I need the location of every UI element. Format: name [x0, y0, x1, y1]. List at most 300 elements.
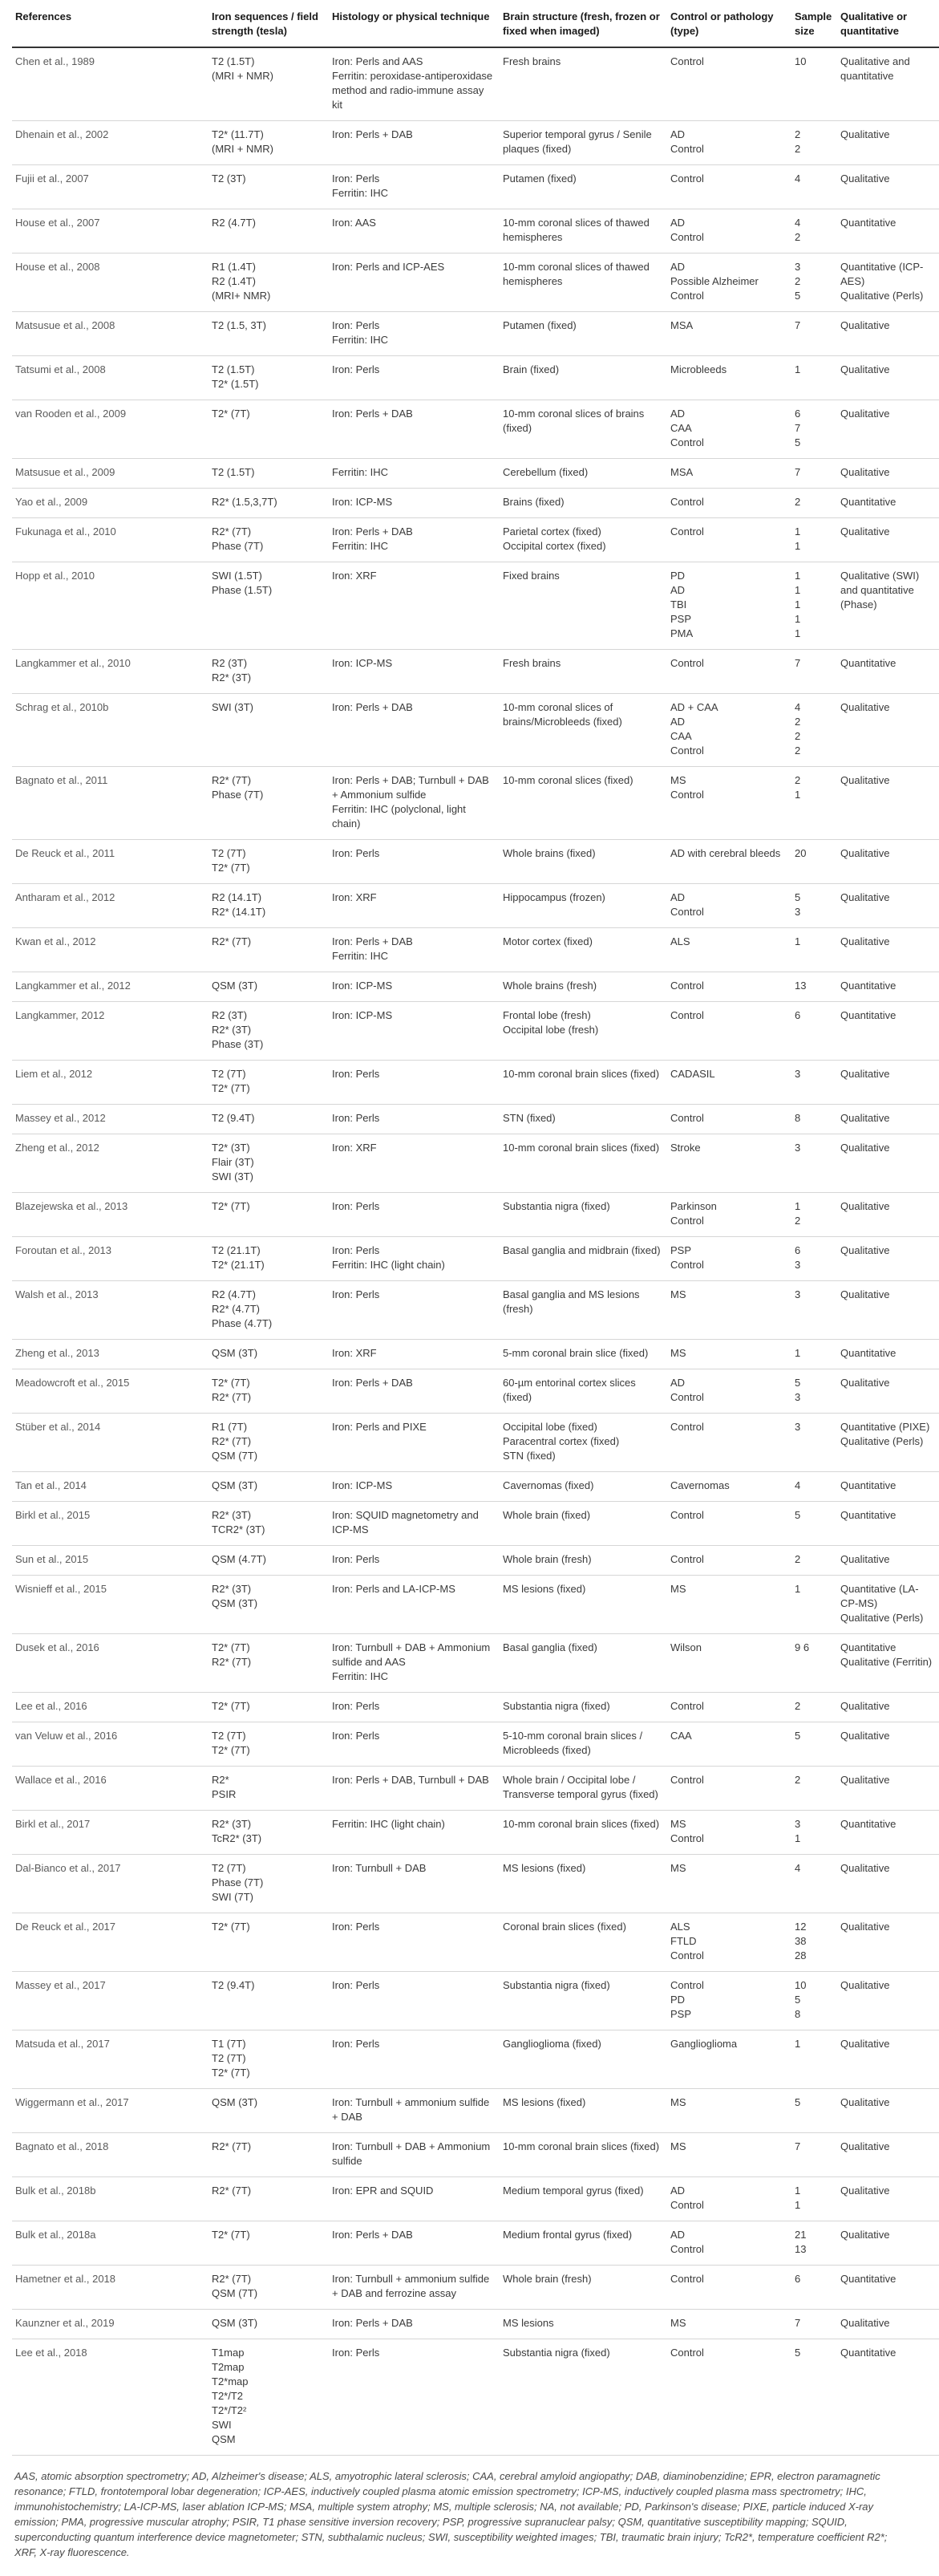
cell-brain-structure	[500, 165, 667, 209]
cell-iron-sequence-line: T2 (1.5T)	[212, 363, 255, 375]
cell-control-pathology-line: Control	[670, 1774, 704, 1786]
cell-control-pathology-line: AD with cerebral bleeds	[670, 847, 781, 859]
cell-brain-structure-line: Frontal lobe (fresh)	[503, 1009, 591, 1021]
cell-histology-line: Ferritin: IHC	[332, 466, 389, 478]
table-row	[12, 1913, 939, 1972]
cell-histology	[329, 650, 500, 694]
cell-iron-sequence-line: T2* (1.5T)	[212, 378, 259, 390]
cell-histology	[329, 1369, 500, 1414]
cell-control-pathology	[667, 2030, 791, 2089]
cell-iron-sequence-line: T2 (1.5T)	[212, 55, 255, 67]
cell-brain-structure-line: Whole brain / Occipital lobe / Transverse temporal gyrus (fixed)	[503, 1774, 658, 1800]
cell-control-pathology-line: Control	[670, 1979, 704, 1991]
cell-control-pathology	[667, 209, 791, 254]
cell-control-pathology-line: MS	[670, 1347, 686, 1359]
cell-control-pathology	[667, 1913, 791, 1972]
cell-control-pathology	[667, 2089, 791, 2133]
cell-iron-sequence	[208, 2030, 329, 2089]
cell-brain-structure	[500, 972, 667, 1002]
cell-qualitative-quantitative-line: Qualitative	[840, 128, 890, 140]
cell-control-pathology-line: Control	[670, 744, 704, 757]
cell-iron-sequence-line: T2* (7T)	[212, 862, 250, 874]
table-row	[12, 165, 939, 209]
cell-brain-structure-line: Basal ganglia and MS lesions (fresh)	[503, 1288, 643, 1315]
cell-brain-structure	[500, 356, 667, 400]
cell-control-pathology-line: FTLD	[670, 1935, 697, 1947]
cell-sample-size-line: 1	[795, 789, 801, 801]
cell-iron-sequence-line: (MRI + NMR)	[212, 143, 273, 155]
cell-histology-line: Ferritin: IHC	[332, 187, 389, 199]
table-row	[12, 694, 939, 767]
cell-iron-sequence-line: Flair (3T)	[212, 1156, 254, 1168]
cell-iron-sequence-line: R2* (7T)	[212, 1391, 252, 1403]
cell-qualitative-quantitative	[837, 2030, 939, 2089]
cell-sample-size	[791, 1414, 837, 1472]
cell-iron-sequence-line: T2 (7T)	[212, 1730, 246, 1742]
cell-sample-size-line: 5	[795, 2347, 801, 2359]
cell-sample-size	[791, 1634, 837, 1693]
cell-sample-size-line: 3	[795, 1818, 801, 1830]
cell-iron-sequence-line: R2* (3T)	[212, 1818, 252, 1830]
cell-brain-structure	[500, 2089, 667, 2133]
cell-control-pathology-line: MSA	[670, 466, 694, 478]
cell-control-pathology-line: AD	[670, 217, 686, 229]
cell-brain-structure-line: Whole brain (fixed)	[503, 1509, 591, 1521]
cell-brain-structure	[500, 562, 667, 650]
cell-iron-sequence-line: Phase (4.7T)	[212, 1317, 273, 1329]
cell-reference: Birkl et al., 2015	[12, 1502, 208, 1546]
cell-iron-sequence-line: R2* (3T)	[212, 1583, 252, 1595]
table-row	[12, 1281, 939, 1340]
cell-sample-size-line: 10	[795, 1979, 807, 1991]
cell-brain-structure	[500, 489, 667, 518]
cell-reference: Chen et al., 1989	[12, 47, 208, 121]
cell-brain-structure	[500, 840, 667, 884]
cell-histology-line: Ferritin: peroxidase-antiperoxidase method and radio-immune assay kit	[332, 70, 496, 111]
cell-qualitative-quantitative	[837, 884, 939, 928]
cell-iron-sequence	[208, 459, 329, 489]
cell-histology-line: Iron: Perls	[332, 1979, 380, 1991]
cell-control-pathology-line: Control	[670, 1553, 704, 1565]
cell-sample-size	[791, 165, 837, 209]
cell-histology-line: Iron: Perls	[332, 2347, 380, 2359]
cell-sample-size-line: 12	[795, 1921, 807, 1933]
cell-reference: Dal-Bianco et al., 2017	[12, 1855, 208, 1913]
cell-qualitative-quantitative	[837, 1414, 939, 1472]
cell-histology	[329, 884, 500, 928]
cell-control-pathology	[667, 562, 791, 650]
cell-histology	[329, 1237, 500, 1281]
cell-iron-sequence-line: Phase (7T)	[212, 789, 264, 801]
cell-control-pathology	[667, 400, 791, 459]
cell-sample-size-line: 7	[795, 2317, 801, 2329]
cell-sample-size	[791, 1502, 837, 1546]
cell-qualitative-quantitative	[837, 459, 939, 489]
cell-qualitative-quantitative	[837, 1193, 939, 1237]
cell-iron-sequence-line: QSM (3T)	[212, 1479, 258, 1491]
cell-brain-structure-line: 10-mm coronal slices of thawed hemispheres	[503, 217, 653, 243]
table-row	[12, 2177, 939, 2221]
cell-iron-sequence	[208, 2339, 329, 2456]
cell-qualitative-quantitative-line: Qualitative	[840, 2038, 890, 2050]
table-row	[12, 312, 939, 356]
cell-qualitative-quantitative-line: Quantitative (ICP-AES)	[840, 261, 924, 287]
cell-histology-line: Iron: Perls + DAB	[332, 408, 413, 420]
header-sample-size: Sample size	[791, 0, 837, 47]
cell-control-pathology-line: MS	[670, 2140, 686, 2152]
cell-sample-size	[791, 694, 837, 767]
cell-brain-structure	[500, 1369, 667, 1414]
cell-histology-line: Iron: Perls	[332, 1288, 380, 1300]
cell-sample-size	[791, 1237, 837, 1281]
cell-iron-sequence-line: (MRI+ NMR)	[212, 290, 271, 302]
table-row	[12, 884, 939, 928]
cell-brain-structure-line: Substantia nigra (fixed)	[503, 1979, 610, 1991]
cell-control-pathology	[667, 1281, 791, 1340]
cell-sample-size-line: 1	[795, 627, 801, 639]
cell-histology	[329, 254, 500, 312]
cell-iron-sequence-line: T2 (1.5T)	[212, 466, 255, 478]
cell-sample-size	[791, 2339, 837, 2456]
cell-control-pathology-line: Control	[670, 1391, 704, 1403]
cell-histology-line: Iron: ICP-MS	[332, 1009, 393, 1021]
cell-sample-size	[791, 1855, 837, 1913]
cell-qualitative-quantitative-line: Qualitative	[840, 1377, 890, 1389]
cell-iron-sequence-line: R2* (4.7T)	[212, 1303, 260, 1315]
cell-brain-structure-line: Motor cortex (fixed)	[503, 935, 593, 947]
cell-iron-sequence	[208, 2266, 329, 2310]
cell-brain-structure-line: Medium temporal gyrus (fixed)	[503, 2185, 644, 2197]
table-row	[12, 840, 939, 884]
cell-iron-sequence-line: Phase (3T)	[212, 1038, 264, 1050]
cell-control-pathology-line: PD	[670, 570, 686, 582]
cell-control-pathology-line: AD	[670, 261, 686, 273]
cell-histology	[329, 1972, 500, 2030]
cell-control-pathology	[667, 1061, 791, 1105]
cell-sample-size	[791, 1767, 837, 1811]
cell-sample-size-line: 1	[795, 1347, 801, 1359]
cell-control-pathology-line: PSP	[670, 2008, 692, 2020]
cell-qualitative-quantitative-line: Qualitative	[840, 1112, 890, 1124]
cell-qualitative-quantitative-line: Qualitative	[840, 525, 890, 538]
cell-sample-size-line: 5	[795, 2096, 801, 2108]
cell-iron-sequence-line: R2 (4.7T)	[212, 1288, 256, 1300]
cell-sample-size	[791, 1369, 837, 1414]
cell-qualitative-quantitative	[837, 312, 939, 356]
cell-iron-sequence	[208, 840, 329, 884]
cell-control-pathology-line: MS	[670, 1288, 686, 1300]
cell-control-pathology	[667, 165, 791, 209]
cell-histology	[329, 1472, 500, 1502]
cell-brain-structure-line: Hippocampus (frozen)	[503, 891, 605, 903]
cell-qualitative-quantitative	[837, 1913, 939, 1972]
cell-iron-sequence-line: T2* (7T)	[212, 1377, 250, 1389]
cell-brain-structure	[500, 1767, 667, 1811]
cell-histology-line: Iron: Turnbull + DAB + Ammonium sulfide and AAS	[332, 1641, 493, 1668]
cell-brain-structure-line: Putamen (fixed)	[503, 172, 577, 185]
cell-reference: Bulk et al., 2018b	[12, 2177, 208, 2221]
cell-iron-sequence-line: QSM (4.7T)	[212, 1553, 266, 1565]
cell-iron-sequence-line: R2 (14.1T)	[212, 891, 262, 903]
cell-control-pathology-line: AD	[670, 2185, 686, 2197]
cell-qualitative-quantitative	[837, 518, 939, 562]
cell-qualitative-quantitative-line: Qualitative (Perls)	[840, 1612, 924, 1624]
cell-reference: De Reuck et al., 2011	[12, 840, 208, 884]
cell-control-pathology-line: AD	[670, 716, 686, 728]
cell-sample-size	[791, 1972, 837, 2030]
table-row	[12, 400, 939, 459]
cell-qualitative-quantitative-line: Quantitative	[840, 1641, 897, 1653]
cell-qualitative-quantitative-line: Quantitative	[840, 657, 897, 669]
cell-histology	[329, 2221, 500, 2266]
cell-sample-size-line: 2	[795, 1215, 801, 1227]
cell-control-pathology-line: AD	[670, 408, 686, 420]
cell-sample-size-line: 38	[795, 1935, 807, 1947]
cell-brain-structure	[500, 1105, 667, 1134]
cell-iron-sequence	[208, 2221, 329, 2266]
cell-control-pathology-line: Control	[670, 1700, 704, 1712]
cell-brain-structure	[500, 518, 667, 562]
cell-qualitative-quantitative	[837, 1105, 939, 1134]
cell-reference: Tan et al., 2014	[12, 1472, 208, 1502]
cell-histology	[329, 1134, 500, 1193]
cell-iron-sequence	[208, 1369, 329, 1414]
cell-iron-sequence	[208, 884, 329, 928]
cell-iron-sequence-line: R1 (1.4T)	[212, 261, 256, 273]
cell-qualitative-quantitative-line: Qualitative	[840, 1288, 890, 1300]
table-row	[12, 650, 939, 694]
cell-sample-size	[791, 650, 837, 694]
cell-control-pathology	[667, 1502, 791, 1546]
cell-histology-line: Iron: XRF	[332, 891, 377, 903]
cell-histology	[329, 1281, 500, 1340]
cell-control-pathology	[667, 1193, 791, 1237]
cell-sample-size-line: 2	[795, 128, 801, 140]
cell-sample-size-line: 7	[795, 466, 801, 478]
cell-histology	[329, 2133, 500, 2177]
table-row	[12, 2266, 939, 2310]
table-row	[12, 2339, 939, 2456]
cell-brain-structure	[500, 1061, 667, 1105]
cell-control-pathology	[667, 650, 791, 694]
cell-control-pathology	[667, 1576, 791, 1634]
cell-control-pathology	[667, 312, 791, 356]
cell-qualitative-quantitative	[837, 121, 939, 165]
cell-reference: Zheng et al., 2012	[12, 1134, 208, 1193]
cell-qualitative-quantitative	[837, 1767, 939, 1811]
cell-iron-sequence-line: T2* (7T)	[212, 2067, 250, 2079]
cell-brain-structure-line: 10-mm coronal brain slices (fixed)	[503, 2140, 660, 2152]
cell-iron-sequence-line: R2* (3T)	[212, 671, 252, 684]
table-row	[12, 1546, 939, 1576]
cell-brain-structure-line: MS lesions (fixed)	[503, 1862, 586, 1874]
cell-sample-size	[791, 254, 837, 312]
cell-iron-sequence	[208, 165, 329, 209]
cell-iron-sequence	[208, 1693, 329, 1722]
cell-iron-sequence-line: TCR2* (3T)	[212, 1523, 265, 1535]
cell-qualitative-quantitative	[837, 356, 939, 400]
cell-control-pathology-line: MSA	[670, 319, 694, 331]
cell-iron-sequence	[208, 2177, 329, 2221]
cell-reference: Dusek et al., 2016	[12, 1634, 208, 1693]
cell-sample-size-line: 1	[795, 525, 801, 538]
cell-brain-structure	[500, 1237, 667, 1281]
cell-qualitative-quantitative-line: Quantitative	[840, 980, 897, 992]
cell-histology-line: Iron: Perls + DAB	[332, 1377, 413, 1389]
cell-sample-size-line: 3	[795, 1259, 801, 1271]
cell-histology	[329, 2339, 500, 2456]
cell-control-pathology	[667, 1472, 791, 1502]
cell-sample-size-line: 2	[795, 231, 801, 243]
cell-sample-size-line: 6	[795, 1009, 801, 1021]
cell-reference: Wallace et al., 2016	[12, 1767, 208, 1811]
table-row	[12, 1767, 939, 1811]
cell-sample-size-line: 1	[795, 570, 801, 582]
cell-iron-sequence-line: R2 (3T)	[212, 657, 248, 669]
cell-iron-sequence	[208, 2089, 329, 2133]
cell-histology-line: Iron: EPR and SQUID	[332, 2185, 434, 2197]
cell-sample-size-line: 5	[795, 1377, 801, 1389]
table-row	[12, 518, 939, 562]
cell-reference: Massey et al., 2017	[12, 1972, 208, 2030]
cell-sample-size-line: 6	[795, 408, 801, 420]
cell-iron-sequence-line: T1 (7T)	[212, 2038, 246, 2050]
cell-sample-size	[791, 518, 837, 562]
cell-iron-sequence-line: R1 (7T)	[212, 1421, 248, 1433]
cell-sample-size-line: 1	[795, 1832, 801, 1844]
cell-sample-size-line: 1	[795, 2199, 801, 2211]
cell-control-pathology-line: Control	[670, 906, 704, 918]
cell-histology	[329, 1913, 500, 1972]
cell-histology-line: Iron: Perls + DAB	[332, 2317, 413, 2329]
cell-brain-structure-line: Basal ganglia and midbrain (fixed)	[503, 1244, 661, 1256]
cell-control-pathology-line: Control	[670, 172, 704, 185]
cell-brain-structure	[500, 209, 667, 254]
cell-sample-size-line: 5	[795, 436, 801, 448]
cell-qualitative-quantitative-line: Qualitative	[840, 1730, 890, 1742]
cell-iron-sequence-line: T2* (7T)	[212, 408, 250, 420]
cell-histology-line: Ferritin: IHC	[332, 334, 389, 346]
cell-qualitative-quantitative-line: Qualitative	[840, 1553, 890, 1565]
cell-qualitative-quantitative-line: Quantitative	[840, 1479, 897, 1491]
cell-iron-sequence-line: T2* (11.7T)	[212, 128, 264, 140]
cell-qualitative-quantitative-line: Qualitative	[840, 1200, 890, 1212]
cell-iron-sequence	[208, 400, 329, 459]
cell-sample-size-line: 3	[795, 1391, 801, 1403]
cell-brain-structure-line: Substantia nigra (fixed)	[503, 1200, 610, 1212]
table-row	[12, 1002, 939, 1061]
cell-control-pathology-line: Ganglioglioma	[670, 2038, 738, 2050]
cell-sample-size	[791, 121, 837, 165]
cell-histology-line: Iron: Perls	[332, 172, 380, 185]
cell-sample-size-line: 13	[795, 2243, 807, 2255]
cell-histology	[329, 209, 500, 254]
cell-sample-size-line: 3	[795, 1288, 801, 1300]
cell-sample-size-line: 6	[795, 2273, 801, 2285]
cell-iron-sequence	[208, 1193, 329, 1237]
cell-brain-structure-line: Ganglioglioma (fixed)	[503, 2038, 601, 2050]
cell-reference: Blazejewska et al., 2013	[12, 1193, 208, 1237]
cell-qualitative-quantitative-line: Qualitative	[840, 1244, 890, 1256]
cell-iron-sequence	[208, 1576, 329, 1634]
cell-histology	[329, 1340, 500, 1369]
cell-control-pathology-line: ALS	[670, 935, 690, 947]
cell-control-pathology-line: CAA	[670, 1730, 692, 1742]
cell-iron-sequence	[208, 767, 329, 840]
cell-iron-sequence-line: T2*map	[212, 2375, 249, 2387]
cell-sample-size-line: 8	[795, 2008, 801, 2020]
table-row	[12, 1193, 939, 1237]
cell-qualitative-quantitative-line: Qualitative	[840, 935, 890, 947]
cell-sample-size	[791, 1002, 837, 1061]
cell-brain-structure-line: Fresh brains	[503, 55, 561, 67]
cell-sample-size-line: 7	[795, 657, 801, 669]
cell-iron-sequence-line: SWI (1.5T)	[212, 570, 262, 582]
cell-histology-line: Iron: Turnbull + DAB	[332, 1862, 427, 1874]
cell-sample-size-line: 3	[795, 906, 801, 918]
cell-reference: Wisnieff et al., 2015	[12, 1576, 208, 1634]
cell-iron-sequence	[208, 1767, 329, 1811]
cell-sample-size-line: 21	[795, 2229, 807, 2241]
cell-histology	[329, 121, 500, 165]
cell-sample-size-line: 1	[795, 1200, 801, 1212]
cell-qualitative-quantitative	[837, 1002, 939, 1061]
cell-brain-structure	[500, 1576, 667, 1634]
cell-brain-structure	[500, 1193, 667, 1237]
cell-qualitative-quantitative	[837, 2266, 939, 2310]
cell-brain-structure-line: STN (fixed)	[503, 1450, 556, 1462]
cell-iron-sequence	[208, 1237, 329, 1281]
cell-sample-size-line: 5	[795, 1994, 801, 2006]
cell-reference: De Reuck et al., 2017	[12, 1913, 208, 1972]
cell-sample-size	[791, 1546, 837, 1576]
cell-histology-line: Iron: Perls + DAB, Turnbull + DAB	[332, 1774, 489, 1786]
cell-iron-sequence-line: QSM (3T)	[212, 1347, 258, 1359]
cell-sample-size	[791, 400, 837, 459]
table-row	[12, 2310, 939, 2339]
cell-histology	[329, 1693, 500, 1722]
cell-qualitative-quantitative-line: Quantitative	[840, 1818, 897, 1830]
cell-iron-sequence	[208, 1472, 329, 1502]
cell-control-pathology-line: Control	[670, 2347, 704, 2359]
table-row	[12, 972, 939, 1002]
cell-sample-size	[791, 1472, 837, 1502]
cell-qualitative-quantitative	[837, 650, 939, 694]
cell-control-pathology	[667, 518, 791, 562]
cell-brain-structure-line: Superior temporal gyrus / Senile plaques (fixed)	[503, 128, 655, 155]
cell-brain-structure-line: 10-mm coronal brain slices (fixed)	[503, 1818, 660, 1830]
cell-sample-size-line: 6	[795, 1244, 801, 1256]
cell-iron-sequence-line: QSM (3T)	[212, 980, 258, 992]
cell-control-pathology-line: Control	[670, 231, 704, 243]
cell-brain-structure	[500, 1281, 667, 1340]
cell-control-pathology-line: MS	[670, 1862, 686, 1874]
cell-iron-sequence-line: R2 (4.7T)	[212, 217, 256, 229]
cell-iron-sequence	[208, 694, 329, 767]
cell-reference: Hopp et al., 2010	[12, 562, 208, 650]
cell-brain-structure-line: Occipital lobe (fixed)	[503, 1421, 597, 1433]
cell-sample-size-line: 9 6	[795, 1641, 810, 1653]
cell-control-pathology-line: AD	[670, 2229, 686, 2241]
cell-sample-size	[791, 562, 837, 650]
cell-histology-line: Iron: ICP-MS	[332, 1479, 393, 1491]
cell-qualitative-quantitative	[837, 1811, 939, 1855]
cell-sample-size-line: 5	[795, 290, 801, 302]
cell-reference: Kaunzner et al., 2019	[12, 2310, 208, 2339]
cell-iron-sequence-line: SWI (3T)	[212, 701, 253, 713]
cell-brain-structure-line: STN (fixed)	[503, 1112, 556, 1124]
cell-iron-sequence-line: QSM (3T)	[212, 2317, 258, 2329]
